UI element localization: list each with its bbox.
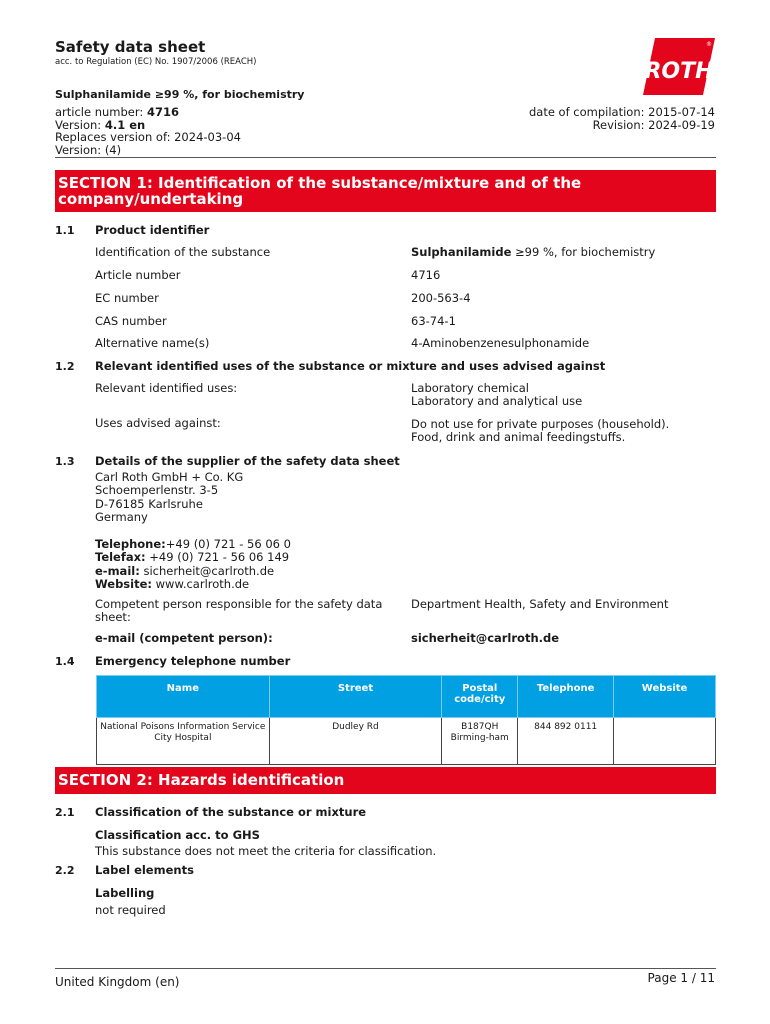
subsection-number: 1.1 xyxy=(55,224,75,237)
subsection-title: Details of the supplier of the safety data sheet xyxy=(95,454,400,468)
email-link[interactable]: sicherheit@carlroth.de xyxy=(139,563,275,578)
document-title: Safety data sheet xyxy=(55,38,206,56)
sds-page xyxy=(55,0,716,1024)
telephone-value: +49 (0) 721 - 56 06 0 xyxy=(165,537,291,551)
table-cell xyxy=(614,718,716,765)
field-value: 4-Aminobenzenesulphonamide xyxy=(411,336,590,350)
subsection-number: 1.4 xyxy=(55,655,75,668)
supplier-address: Carl Roth GmbH + Co. KG Schoemperlenstr. 3-5 D-76185 Karlsruhe Germany xyxy=(95,470,244,524)
emergency-contacts-table xyxy=(96,675,716,765)
field-label: Relevant identified uses: xyxy=(95,381,238,395)
column-header: Name xyxy=(97,676,270,718)
article-number: 4716 xyxy=(146,105,179,119)
subsection-number: 2.2 xyxy=(55,864,75,877)
subsection-number: 1.2 xyxy=(55,360,75,373)
field-label: Article number xyxy=(95,268,181,282)
column-header: Telephone xyxy=(518,676,614,718)
field-value: 4716 xyxy=(411,268,441,282)
labelling-subheading: Labelling xyxy=(95,886,155,900)
supplier-contacts: Telephone:+49 (0) 721 - 56 06 0 Telefax: +49 (0) 721 - 56 06 149 e-mail: sicherheit@carlroth.de Website: www.carlroth.de xyxy=(95,537,291,591)
replaces-version: Replaces version of: 2024-03-04 xyxy=(55,130,241,144)
column-header: Website xyxy=(614,676,716,718)
field-label: e-mail (competent person): xyxy=(95,631,273,645)
compilation-date: date of compilation: 2015-07-14 xyxy=(528,105,715,119)
subsection-title: Relevant identified uses of the substance or mixture and uses advised against xyxy=(95,359,606,373)
field-value: Sulphanilamide ≥99 %, for biochemistry xyxy=(411,245,656,259)
product-title: Sulphanilamide ≥99 %, for biochemistry xyxy=(55,88,305,101)
subsection-title: Emergency telephone number xyxy=(95,654,291,668)
classification-subheading: Classification acc. to GHS xyxy=(95,828,260,842)
roth-logo xyxy=(643,38,715,95)
table-row xyxy=(97,718,716,765)
table-header-row xyxy=(97,676,716,718)
field-value: Laboratory chemical Laboratory and analytical use xyxy=(411,381,583,408)
subsection-title: Label elements xyxy=(95,863,194,877)
svg-text:®: ® xyxy=(706,41,712,48)
field-label: EC number xyxy=(95,291,159,305)
table-cell: 844 892 0111 xyxy=(518,718,614,765)
table-cell: Dudley Rd xyxy=(269,718,442,765)
field-label: Alternative name(s) xyxy=(95,336,210,350)
field-label: CAS number xyxy=(95,314,167,328)
field-label: Identification of the substance xyxy=(95,245,271,259)
subsection-title: Product identifier xyxy=(95,223,210,237)
version-number: 4.1 en xyxy=(104,117,146,132)
previous-version: Version: (4) xyxy=(55,142,122,157)
document-meta: article number: 4716 Version: 4.1 en Replaces version of: 2024-03-04 Version: (4) xyxy=(55,105,241,157)
footer-divider xyxy=(55,968,716,969)
website-link[interactable]: www.carlroth.de xyxy=(152,576,250,591)
field-label: Uses advised against: xyxy=(95,416,221,430)
field-value: Department Health, Safety and Environment xyxy=(411,597,669,611)
classification-text: This substance does not meet the criteria for classification. xyxy=(95,844,437,858)
revision-date: Revision: 2024-09-19 xyxy=(592,117,715,132)
logo-text: ROTH xyxy=(644,59,714,84)
subsection-number: 2.1 xyxy=(55,806,75,819)
section-2-heading: SECTION 2: Hazards identification xyxy=(55,767,716,794)
field-value: 63-74-1 xyxy=(411,314,456,328)
document-dates xyxy=(529,106,715,131)
competent-email-link[interactable]: sicherheit@carlroth.de xyxy=(411,631,560,645)
field-value: Do not use for private purposes (household). Food, drink and animal feedingstuffs. xyxy=(411,417,670,444)
regulation-subtitle: acc. to Regulation (EC) No. 1907/2006 (REACH) xyxy=(55,57,257,67)
footer-locale: United Kingdom (en) xyxy=(55,975,180,989)
field-value: 200-563-4 xyxy=(411,291,471,305)
subsection-title: Classification of the substance or mixture xyxy=(95,805,367,819)
column-header: Street xyxy=(269,676,442,718)
telefax-value: +49 (0) 721 - 56 06 149 xyxy=(145,550,290,565)
section-1-heading: SECTION 1: Identification of the substance/mixture and of the company/undertaking xyxy=(55,170,716,212)
page-number: Page 1 / 11 xyxy=(647,971,715,985)
table-cell: B187QH Birming-ham xyxy=(442,718,518,765)
field-label: Competent person responsible for the safety data sheet: xyxy=(95,597,383,624)
table-cell: National Poisons Information Service City Hospital xyxy=(97,718,270,765)
subsection-number: 1.3 xyxy=(55,455,75,468)
labelling-text: not required xyxy=(95,903,166,917)
header-divider xyxy=(55,157,716,158)
column-header: Postal code/city xyxy=(442,676,518,718)
